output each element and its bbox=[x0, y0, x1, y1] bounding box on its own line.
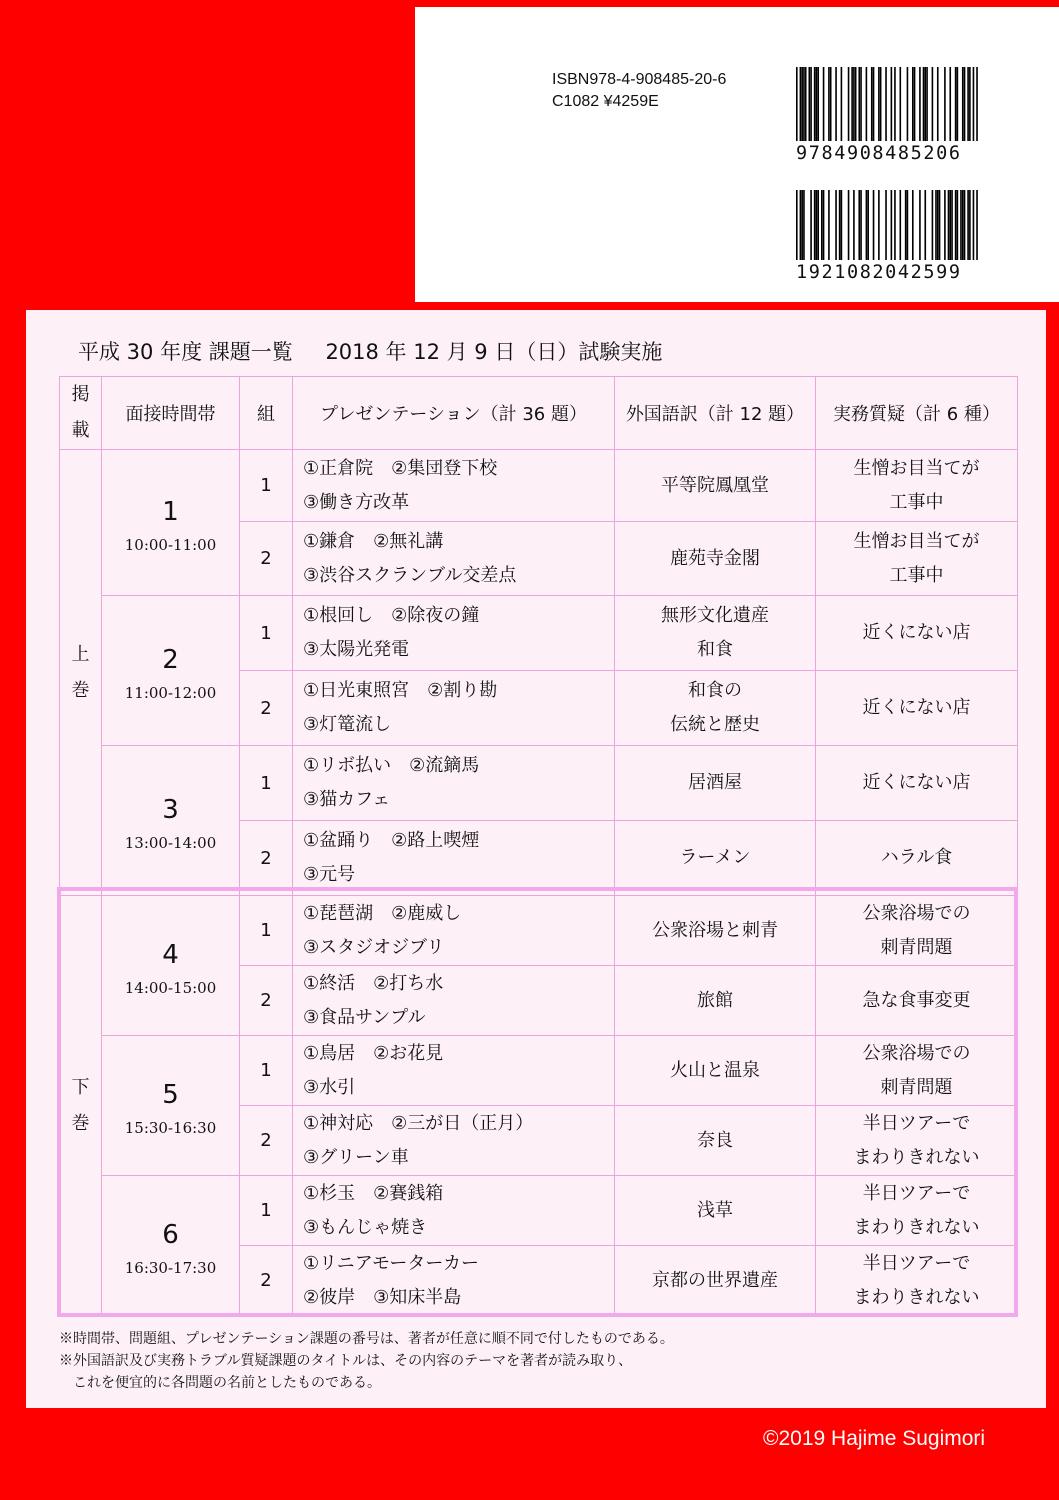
header-group: 組 bbox=[240, 377, 293, 450]
practice-cell-line: 急な食事変更 bbox=[862, 989, 971, 1011]
translation-cell-line: 火山と温泉 bbox=[670, 1059, 760, 1081]
barcode-bar bbox=[855, 67, 857, 141]
barcode-price-number: 1921082042599 bbox=[796, 262, 962, 283]
practice-cell-line: 近くにない店 bbox=[862, 622, 971, 643]
group-cell bbox=[240, 596, 293, 671]
barcode-bar bbox=[810, 190, 812, 260]
barcode-bar bbox=[962, 190, 964, 260]
time-slot bbox=[102, 1176, 240, 1316]
time-slot bbox=[102, 450, 240, 596]
barcode-bar bbox=[873, 190, 875, 260]
barcode-bar bbox=[835, 67, 837, 141]
exam-date: 2018 年 12 月 9 日（日）試験実施 bbox=[325, 340, 663, 364]
header-time: 面接時間帯 bbox=[102, 377, 240, 450]
barcode-isbn-number: 9784908485206 bbox=[796, 143, 962, 164]
practice-cell bbox=[816, 746, 1018, 821]
practice-cell bbox=[816, 966, 1018, 1036]
group-cell-line: 2 bbox=[260, 1270, 272, 1291]
practice-cell bbox=[816, 671, 1018, 746]
barcode-bar bbox=[873, 67, 875, 141]
barcode-isbn bbox=[796, 67, 978, 164]
barcode-bar bbox=[816, 67, 818, 141]
group-cell-line: 1 bbox=[260, 1200, 272, 1221]
practice-cell bbox=[816, 1106, 1018, 1176]
barcode-bar bbox=[858, 190, 860, 260]
barcode-bar bbox=[858, 67, 860, 141]
barcode-bar bbox=[926, 67, 928, 141]
barcode-bar bbox=[871, 67, 873, 141]
barcode-bar bbox=[803, 67, 805, 141]
practice-cell bbox=[816, 1036, 1018, 1106]
group-cell-line: 1 bbox=[260, 772, 272, 794]
translation-cell-line: 平等院鳳凰堂 bbox=[661, 474, 769, 496]
group-cell bbox=[240, 821, 293, 896]
barcode-bar bbox=[823, 190, 825, 260]
header-practice: 実務質疑（計 6 種） bbox=[816, 377, 1018, 450]
barcode-bar bbox=[937, 190, 939, 260]
barcode-bar bbox=[860, 190, 862, 260]
barcode-bar bbox=[964, 67, 966, 141]
barcode-bar bbox=[808, 67, 810, 141]
barcode-bar bbox=[935, 190, 937, 260]
table-row bbox=[60, 1036, 1018, 1106]
table-row bbox=[60, 450, 1018, 522]
barcode-bar bbox=[835, 190, 837, 260]
practice-cell bbox=[816, 450, 1018, 522]
translation-cell-line: 公衆浴場と刺青 bbox=[652, 919, 778, 941]
practice-cell-line: ハラル食 bbox=[880, 847, 953, 868]
presentation-cell-line: ①正倉院 ②集団登下校 bbox=[303, 457, 498, 479]
barcode-bar bbox=[894, 67, 896, 141]
translation-cell-line: 居酒屋 bbox=[688, 772, 742, 793]
group-cell-line: 1 bbox=[260, 622, 272, 644]
presentation-cell-line: ③もんじゃ焼き bbox=[303, 1216, 428, 1238]
practice-cell bbox=[816, 821, 1018, 896]
barcode-bar bbox=[810, 67, 812, 141]
time-slot bbox=[102, 896, 240, 1036]
group-cell-line: 1 bbox=[260, 1060, 272, 1081]
footnotes bbox=[59, 1328, 674, 1394]
footnote: ※外国語訳及び実務トラブル質疑課題のタイトルは、その内容のテーマを著者が読み取り、 bbox=[59, 1353, 633, 1369]
title-text: 平成 30 年度 課題一覧 bbox=[78, 340, 293, 364]
barcode-bar bbox=[932, 190, 934, 260]
translation-cell-line: 旅館 bbox=[697, 989, 733, 1011]
presentation-cell-line: ①終活 ②打ち水 bbox=[303, 972, 444, 994]
barcode-price bbox=[796, 190, 978, 283]
translation-cell-line: 伝統と歴史 bbox=[670, 714, 760, 735]
slot-number: 1 bbox=[162, 496, 179, 527]
barcode-bar bbox=[944, 67, 946, 141]
presentation-cell bbox=[293, 1106, 615, 1176]
barcode-bar bbox=[816, 190, 818, 260]
practice-cell-line: 工事中 bbox=[889, 564, 944, 586]
slot-time: 14:00-15:00 bbox=[124, 978, 217, 997]
barcode-bar bbox=[964, 190, 966, 260]
group-cell-line: 2 bbox=[260, 847, 272, 869]
slot-time: 16:30-17:30 bbox=[124, 1258, 217, 1277]
practice-cell-line: 半日ツアーで bbox=[862, 1182, 971, 1204]
translation-cell-line: 京都の世界遺産 bbox=[652, 1269, 778, 1291]
translation-cell bbox=[615, 1246, 816, 1316]
group-cell-line: 1 bbox=[260, 920, 272, 941]
barcode-bar bbox=[899, 190, 901, 260]
presentation-cell-line: ①盆踊り ②路上喫煙 bbox=[303, 830, 480, 851]
group-cell bbox=[240, 1036, 293, 1106]
group-cell bbox=[240, 671, 293, 746]
barcode-bar bbox=[907, 190, 909, 260]
presentation-cell-line: ③太陽光発電 bbox=[303, 639, 410, 660]
group-cell bbox=[240, 1176, 293, 1246]
practice-cell-line: 半日ツアーで bbox=[862, 1112, 971, 1134]
barcode-bar bbox=[839, 190, 841, 260]
barcode-bar bbox=[948, 190, 950, 260]
group-cell-line: 2 bbox=[260, 697, 272, 719]
practice-cell-line: 公衆浴場での bbox=[862, 1042, 971, 1064]
barcode-bar bbox=[853, 67, 855, 141]
barcode-bar bbox=[924, 67, 926, 141]
group-cell bbox=[240, 746, 293, 821]
barcode-bar bbox=[937, 67, 939, 141]
translation-cell-line: 和食 bbox=[697, 639, 733, 660]
table-row bbox=[60, 896, 1018, 966]
presentation-cell-line: ③水引 bbox=[303, 1076, 356, 1098]
translation-cell bbox=[615, 966, 816, 1036]
barcode-bar bbox=[894, 190, 896, 260]
barcode-bar bbox=[828, 67, 830, 141]
practice-cell-line: まわりきれない bbox=[853, 1216, 980, 1238]
presentation-cell-line: ③グリーン車 bbox=[303, 1146, 409, 1168]
presentation-cell-line: ①杉玉 ②賽銭箱 bbox=[303, 1182, 444, 1204]
time-slot bbox=[102, 746, 240, 896]
barcode-bar bbox=[967, 67, 969, 141]
isbn-number: ISBN978-4-908485-20-6 bbox=[552, 71, 727, 88]
barcode-bar bbox=[932, 67, 934, 141]
slot-number: 4 bbox=[162, 939, 179, 970]
barcode-bar bbox=[907, 67, 909, 141]
practice-cell bbox=[816, 1176, 1018, 1246]
translation-cell bbox=[615, 1176, 816, 1246]
translation-cell bbox=[615, 450, 816, 522]
isbn-classification: C1082 ¥4259E bbox=[552, 93, 659, 110]
volume-upper: 上 巻 bbox=[60, 450, 102, 896]
time-slot bbox=[102, 1036, 240, 1176]
practice-cell-line: 工事中 bbox=[889, 491, 944, 513]
group-cell bbox=[240, 522, 293, 596]
footnote: ※時間帯、問題組、プレゼンテーション課題の番号は、著者が任意に順不同で付したものである。 bbox=[59, 1331, 674, 1347]
barcode-bar bbox=[914, 67, 916, 141]
slot-number: 6 bbox=[162, 1219, 179, 1250]
presentation-cell-line: ③スタジオジブリ bbox=[303, 936, 445, 958]
practice-cell-line: 公衆浴場での bbox=[862, 902, 971, 924]
slot-time: 10:00-11:00 bbox=[124, 535, 217, 554]
barcode-bar bbox=[899, 67, 901, 141]
translation-cell-line: 鹿苑寺金閣 bbox=[670, 547, 760, 569]
topic-table bbox=[59, 376, 1018, 1316]
presentation-cell-line: ③灯篭流し bbox=[303, 714, 392, 735]
barcode-bar bbox=[891, 190, 893, 260]
presentation-cell-line: ①神対応 ②三が日（正月） bbox=[303, 1112, 534, 1134]
barcode-bar bbox=[796, 67, 798, 141]
barcode-bar bbox=[851, 67, 853, 141]
practice-cell-line: まわりきれない bbox=[853, 1286, 980, 1308]
practice-cell-line: 近くにない店 bbox=[862, 772, 971, 793]
barcode-bar bbox=[905, 190, 907, 260]
presentation-cell-line: ②彼岸 ③知床半島 bbox=[303, 1286, 462, 1308]
barcode-bar bbox=[951, 190, 953, 260]
slot-number: 3 bbox=[162, 794, 179, 825]
barcode-bar bbox=[939, 190, 941, 260]
presentation-cell bbox=[293, 596, 615, 671]
presentation-cell-line: ①鳥居 ②お花見 bbox=[303, 1042, 444, 1064]
translation-cell bbox=[615, 522, 816, 596]
presentation-cell bbox=[293, 821, 615, 896]
presentation-cell-line: ③渋谷スクランブル交差点 bbox=[303, 564, 517, 586]
translation-cell-line: 浅草 bbox=[697, 1199, 733, 1221]
barcode-bar bbox=[976, 190, 978, 260]
barcode-bar bbox=[800, 190, 802, 260]
barcode-bar bbox=[821, 190, 823, 260]
presentation-cell bbox=[293, 671, 615, 746]
presentation-cell bbox=[293, 746, 615, 821]
barcode-bar bbox=[796, 190, 798, 260]
barcode-bar bbox=[878, 190, 880, 260]
table-body bbox=[60, 450, 1018, 1316]
presentation-cell-line: ①鎌倉 ②無礼講 bbox=[303, 530, 444, 552]
barcode-bar bbox=[912, 190, 914, 260]
presentation-cell-line: ③元号 bbox=[303, 864, 356, 885]
translation-cell bbox=[615, 1106, 816, 1176]
group-cell-line: 2 bbox=[260, 548, 272, 569]
barcode-bar bbox=[848, 190, 850, 260]
barcode-bar bbox=[969, 190, 971, 260]
presentation-cell-line: ①琵琶湖 ②鹿威し bbox=[303, 902, 462, 924]
page-title bbox=[78, 336, 662, 366]
practice-cell-line: 刺青問題 bbox=[880, 1076, 953, 1098]
group-cell bbox=[240, 896, 293, 966]
presentation-cell bbox=[293, 896, 615, 966]
barcode-bar bbox=[960, 190, 962, 260]
barcode-bar bbox=[866, 190, 868, 260]
presentation-cell bbox=[293, 1246, 615, 1316]
barcode-bar bbox=[973, 190, 975, 260]
practice-cell-line: まわりきれない bbox=[853, 1146, 980, 1168]
presentation-cell bbox=[293, 966, 615, 1036]
barcode-bar bbox=[841, 190, 843, 260]
barcode-bar bbox=[817, 67, 819, 141]
footnote: これを便宜的に各問題の名前としたものである。 bbox=[59, 1375, 381, 1391]
group-cell bbox=[240, 1106, 293, 1176]
slot-time: 15:30-16:30 bbox=[124, 1118, 217, 1137]
barcode-bar bbox=[955, 190, 957, 260]
barcode-bar bbox=[848, 67, 850, 141]
translation-cell-line: 和食の bbox=[688, 680, 742, 701]
barcode-isbn-bars bbox=[796, 67, 978, 141]
group-cell-line: 1 bbox=[260, 475, 272, 496]
presentation-cell bbox=[293, 1036, 615, 1106]
barcode-bar bbox=[828, 190, 830, 260]
header-volume: 掲 載 bbox=[60, 377, 102, 450]
translation-cell bbox=[615, 896, 816, 966]
barcode-bar bbox=[817, 190, 819, 260]
presentation-cell-line: ①日光東照宮 ②割り勘 bbox=[303, 680, 498, 701]
barcode-bar bbox=[803, 190, 805, 260]
barcode-bar bbox=[885, 67, 887, 141]
slot-time: 11:00-12:00 bbox=[124, 683, 217, 702]
table-row bbox=[60, 1176, 1018, 1246]
slot-number: 5 bbox=[162, 1079, 179, 1110]
barcode-bar bbox=[969, 67, 971, 141]
barcode-bar bbox=[924, 190, 926, 260]
translation-cell bbox=[615, 746, 816, 821]
presentation-cell-line: ③猫カフェ bbox=[303, 789, 391, 810]
barcode-bar bbox=[801, 190, 803, 260]
topic-panel bbox=[26, 310, 1046, 1408]
practice-cell bbox=[816, 522, 1018, 596]
translation-cell bbox=[615, 1036, 816, 1106]
presentation-cell bbox=[293, 450, 615, 522]
practice-cell-line: 半日ツアーで bbox=[862, 1252, 971, 1274]
barcode-bar bbox=[823, 67, 825, 141]
barcode-bar bbox=[944, 190, 946, 260]
barcode-bar bbox=[973, 67, 975, 141]
header-presentation: プレゼンテーション（計 36 題） bbox=[293, 377, 615, 450]
table-row bbox=[60, 596, 1018, 671]
barcode-bar bbox=[891, 67, 893, 141]
barcode-bar bbox=[880, 67, 882, 141]
barcode-bar bbox=[830, 67, 832, 141]
translation-cell bbox=[615, 596, 816, 671]
barcode-bar bbox=[878, 67, 880, 141]
practice-cell bbox=[816, 596, 1018, 671]
header-translation: 外国語訳（計 12 題） bbox=[615, 377, 816, 450]
barcode-bar bbox=[805, 67, 807, 141]
slot-time: 13:00-14:00 bbox=[124, 833, 217, 852]
presentation-cell bbox=[293, 1176, 615, 1246]
practice-cell bbox=[816, 896, 1018, 966]
volume-lower: 下 巻 bbox=[60, 896, 102, 1316]
barcode-bar bbox=[867, 190, 869, 260]
table-row bbox=[60, 746, 1018, 821]
barcode-bar bbox=[919, 67, 921, 141]
barcode-bar bbox=[949, 190, 951, 260]
group-cell bbox=[240, 966, 293, 1036]
presentation-cell-line: ③食品サンプル bbox=[303, 1006, 426, 1028]
time-slot bbox=[102, 596, 240, 746]
table-header-row bbox=[60, 377, 1018, 450]
isbn-box bbox=[415, 7, 1059, 302]
barcode-bar bbox=[860, 67, 862, 141]
barcode-bar bbox=[841, 67, 843, 141]
group-cell-line: 2 bbox=[260, 1130, 272, 1151]
translation-cell bbox=[615, 821, 816, 896]
translation-cell-line: ラーメン bbox=[679, 847, 751, 868]
copyright: ©2019 Hajime Sugimori bbox=[763, 1427, 986, 1450]
barcode-bar bbox=[955, 67, 957, 141]
barcode-bar bbox=[814, 190, 816, 260]
barcode-bar bbox=[853, 190, 855, 260]
practice-cell-line: 近くにない店 bbox=[862, 697, 971, 718]
presentation-cell-line: ①リニアモーターカー bbox=[303, 1252, 479, 1274]
isbn-text bbox=[552, 69, 726, 113]
barcode-bar bbox=[919, 190, 921, 260]
barcode-bar bbox=[962, 67, 964, 141]
barcode-bar bbox=[967, 190, 969, 260]
barcode-bar bbox=[912, 67, 914, 141]
slot-number: 2 bbox=[162, 644, 179, 675]
barcode-bar bbox=[976, 67, 978, 141]
barcode-bar bbox=[885, 190, 887, 260]
barcode-bar bbox=[800, 67, 802, 141]
group-cell-line: 2 bbox=[260, 990, 272, 1011]
barcode-bar bbox=[949, 67, 951, 141]
barcode-bar bbox=[801, 67, 803, 141]
presentation-cell-line: ③働き方改革 bbox=[303, 491, 410, 513]
practice-cell-line: 刺青問題 bbox=[880, 936, 953, 958]
barcode-bar bbox=[814, 67, 816, 141]
group-cell bbox=[240, 450, 293, 522]
presentation-cell bbox=[293, 522, 615, 596]
translation-cell bbox=[615, 671, 816, 746]
practice-cell bbox=[816, 1246, 1018, 1316]
barcode-bar bbox=[866, 67, 868, 141]
barcode-bar bbox=[957, 190, 959, 260]
translation-cell-line: 無形文化遺産 bbox=[661, 605, 769, 626]
presentation-cell-line: ①根回し ②除夜の鐘 bbox=[303, 605, 480, 626]
practice-cell-line: 生憎お目当てが bbox=[853, 530, 980, 552]
practice-cell-line: 生憎お目当てが bbox=[853, 457, 980, 479]
presentation-cell-line: ①リボ払い ②流鏑馬 bbox=[303, 755, 480, 776]
group-cell bbox=[240, 1246, 293, 1316]
barcode-bar bbox=[957, 67, 959, 141]
barcode-bar bbox=[923, 67, 925, 141]
barcode-price-bars bbox=[796, 190, 978, 260]
translation-cell-line: 奈良 bbox=[697, 1129, 733, 1151]
